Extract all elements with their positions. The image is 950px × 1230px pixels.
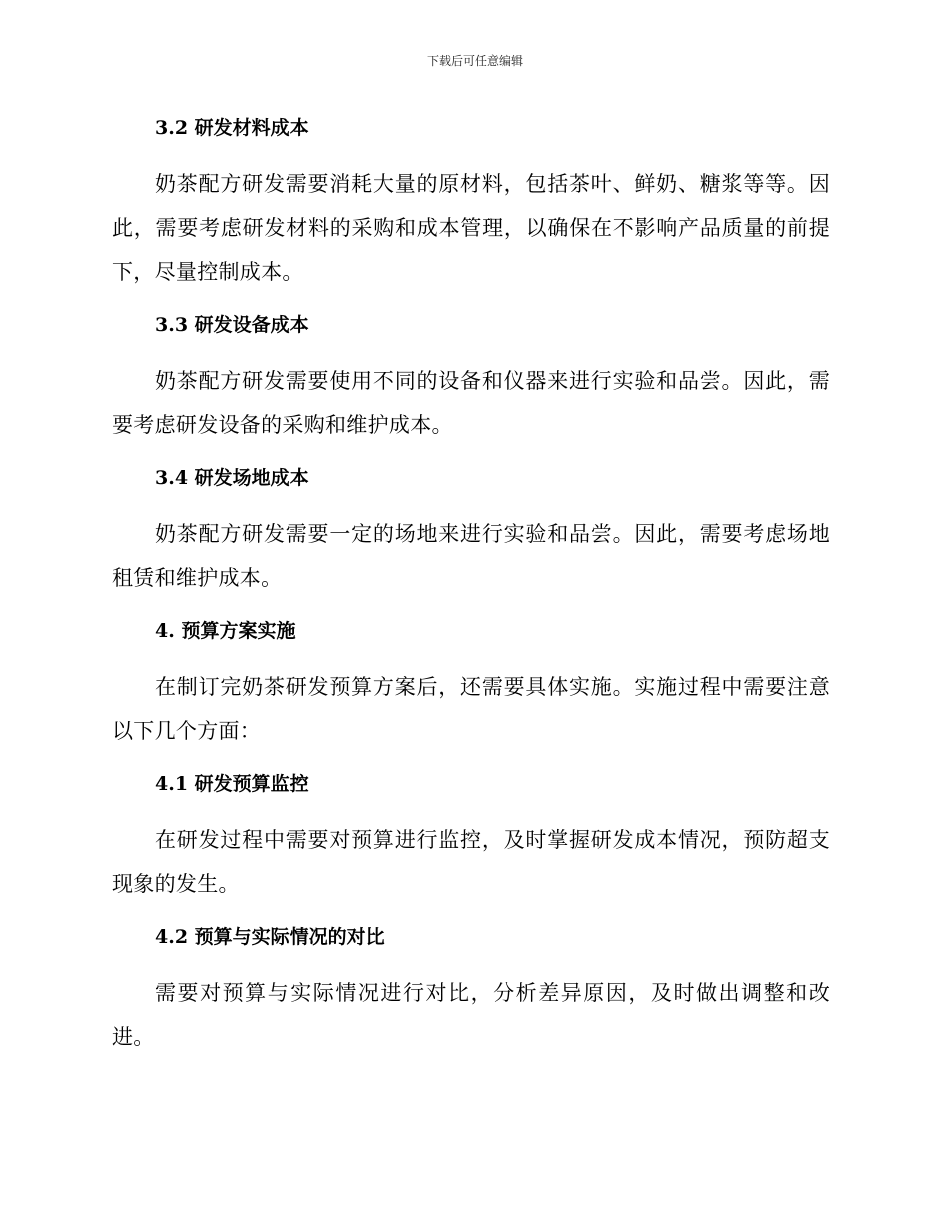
section-heading: 4. 预算方案实施 (155, 620, 296, 642)
section-heading: 3.4 研发场地成本 (155, 467, 309, 489)
section-heading: 3.3 研发设备成本 (155, 314, 309, 336)
section-paragraph: 在研发过程中需要对预算进行监控，及时掌握研发成本情况，预防超支现象的发生。 (112, 828, 830, 896)
document-body (112, 110, 830, 1059)
section-heading: 4.1 研发预算监控 (155, 773, 309, 795)
section-paragraph: 奶茶配方研发需要消耗大量的原材料，包括茶叶、鲜奶、糖浆等等。因此，需要考虑研发材料的采购和成本管理，以确保在不影响产品质量的前提下，尽量控制成本。 (112, 172, 830, 284)
section-heading: 4.2 预算与实际情况的对比 (155, 926, 385, 948)
section-paragraph: 需要对预算与实际情况进行对比，分析差异原因，及时做出调整和改进。 (112, 981, 830, 1049)
section-heading: 3.2 研发材料成本 (155, 117, 309, 139)
section-paragraph: 奶茶配方研发需要使用不同的设备和仪器来进行实验和品尝。因此，需要考虑研发设备的采购和维护成本。 (112, 369, 830, 437)
page-header-note: 下载后可任意编辑 (426, 54, 523, 68)
section-paragraph: 在制订完奶茶研发预算方案后，还需要具体实施。实施过程中需要注意以下几个方面： (112, 675, 830, 743)
section-paragraph: 奶茶配方研发需要一定的场地来进行实验和品尝。因此，需要考虑场地租赁和维护成本。 (112, 522, 830, 590)
